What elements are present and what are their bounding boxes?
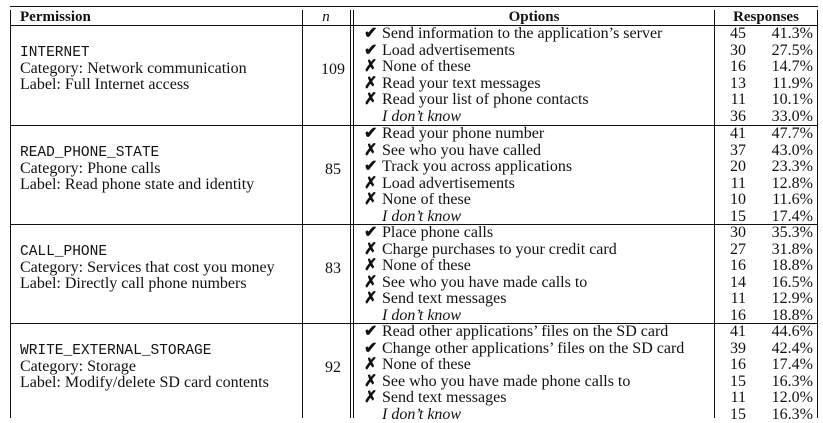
option-text: See who you have made phone calls to (382, 373, 630, 390)
cross-mark-icon: ✗ (364, 176, 382, 193)
response-percent: 16.3% (758, 407, 813, 423)
cross-mark-icon: ✗ (364, 59, 382, 76)
option-text: None of these (382, 191, 471, 208)
option-text: None of these (382, 257, 471, 274)
header-permission: Permission (20, 9, 91, 25)
response-percent: 27.5% (758, 43, 813, 60)
response-percent: 16.3% (758, 374, 813, 391)
option-row (364, 143, 541, 160)
response-count: 16 (724, 357, 746, 374)
check-mark-icon: ✔ (364, 225, 382, 242)
cross-mark-icon: ✗ (364, 357, 382, 374)
response-count: 15 (724, 407, 746, 423)
response-count: 30 (724, 43, 746, 60)
response-count: 14 (724, 275, 746, 292)
option-row (364, 59, 471, 76)
option-text: Charge purchases to your credit card (382, 241, 617, 258)
response-percent: 17.4% (758, 357, 813, 374)
cross-mark-icon: ✗ (364, 390, 382, 407)
response-count: 41 (724, 324, 746, 341)
response-count: 39 (724, 341, 746, 358)
response-count: 45 (724, 26, 746, 43)
check-mark-icon: ✔ (364, 159, 382, 176)
cross-mark-icon: ✗ (364, 76, 382, 93)
permission-code: CALL_PHONE (20, 244, 275, 260)
response-count: 10 (724, 192, 746, 209)
permission-cell (20, 343, 269, 391)
option-row (364, 192, 471, 209)
response-count: 41 (724, 126, 746, 143)
response-percent: 23.3% (758, 159, 813, 176)
option-row (364, 26, 662, 43)
check-mark-icon: ✔ (364, 324, 382, 341)
response-count: 16 (724, 258, 746, 275)
permission-label: Label: Modify/delete SD card contents (20, 375, 269, 391)
n-value: 85 (312, 161, 354, 179)
option-row (364, 407, 461, 423)
option-text: Read your text messages (382, 75, 541, 92)
response-percent: 17.4% (758, 209, 813, 226)
permission-block (2, 25, 818, 125)
permission-label: Label: Read phone state and identity (20, 177, 254, 193)
option-row (364, 291, 506, 308)
response-count: 11 (724, 92, 746, 109)
response-percent: 35.3% (758, 225, 813, 242)
permission-category: Category: Storage (20, 359, 269, 375)
response-percent: 12.0% (758, 390, 813, 407)
option-text: I don’t know (382, 406, 461, 423)
response-percent: 41.3% (758, 26, 813, 43)
option-text: Read other applications’ files on the SD card (382, 323, 668, 340)
option-row (364, 126, 544, 143)
check-mark-icon: ✔ (364, 43, 382, 60)
response-count: 30 (724, 225, 746, 242)
permission-code: READ_PHONE_STATE (20, 145, 254, 161)
check-mark-icon: ✔ (364, 26, 382, 43)
option-row (364, 374, 630, 391)
permission-code: WRITE_EXTERNAL_STORAGE (20, 343, 269, 359)
cross-mark-icon: ✗ (364, 92, 382, 109)
option-text: Send text messages (382, 389, 506, 406)
response-percent: 16.5% (758, 275, 813, 292)
option-text: See who you have called (382, 142, 541, 159)
permission-block (2, 224, 818, 323)
response-percent: 18.8% (758, 308, 813, 325)
cross-mark-icon: ✗ (364, 192, 382, 209)
permission-cell (20, 244, 275, 292)
permission-category: Category: Phone calls (20, 161, 254, 177)
option-row (364, 308, 461, 325)
option-row (364, 242, 617, 259)
header-responses: Responses (715, 9, 817, 25)
header-n: n (302, 9, 350, 25)
option-text: See who you have made calls to (382, 274, 587, 291)
option-text: Track you across applications (382, 158, 572, 175)
response-percent: 33.0% (758, 109, 813, 126)
option-row (364, 109, 461, 126)
response-percent: 44.6% (758, 324, 813, 341)
response-count: 15 (724, 209, 746, 226)
option-text: Read your list of phone contacts (382, 91, 589, 108)
permission-code: INTERNET (20, 45, 247, 61)
response-count: 15 (724, 374, 746, 391)
option-text: Send text messages (382, 290, 506, 307)
cross-mark-icon: ✗ (364, 258, 382, 275)
permissions-table (2, 3, 818, 418)
option-row (364, 275, 587, 292)
option-text: I don’t know (382, 208, 461, 225)
option-text: None of these (382, 356, 471, 373)
option-text: Load advertisements (382, 175, 515, 192)
option-text: Load advertisements (382, 42, 515, 59)
response-percent: 42.4% (758, 341, 813, 358)
cross-mark-icon: ✗ (364, 374, 382, 391)
option-text: Read your phone number (382, 125, 544, 142)
response-percent: 43.0% (758, 143, 813, 160)
table-top-rule (10, 6, 818, 7)
option-text: I don’t know (382, 108, 461, 125)
permission-cell (20, 145, 254, 193)
permission-label: Label: Full Internet access (20, 77, 247, 93)
option-text: Change other applications’ files on the SD card (382, 340, 684, 357)
option-row (364, 341, 684, 358)
option-text: Send information to the application’s server (382, 25, 662, 42)
check-mark-icon: ✔ (364, 126, 382, 143)
permission-label: Label: Directly call phone numbers (20, 276, 275, 292)
response-percent: 31.8% (758, 242, 813, 259)
option-text: Place phone calls (382, 224, 493, 241)
option-text: None of these (382, 58, 471, 75)
option-row (364, 43, 515, 60)
response-count: 11 (724, 291, 746, 308)
n-value: 83 (312, 260, 354, 278)
option-row (364, 225, 493, 242)
response-percent: 47.7% (758, 126, 813, 143)
option-row (364, 390, 506, 407)
cross-mark-icon: ✗ (364, 242, 382, 259)
response-percent: 18.8% (758, 258, 813, 275)
cross-mark-icon: ✗ (364, 143, 382, 160)
check-mark-icon: ✔ (364, 341, 382, 358)
option-row (364, 324, 668, 341)
option-row (364, 357, 471, 374)
permission-block (2, 125, 818, 224)
response-count: 20 (724, 159, 746, 176)
option-row (364, 92, 589, 109)
option-row (364, 176, 515, 193)
response-count: 11 (724, 390, 746, 407)
header-options: Options (354, 9, 714, 25)
option-row (364, 76, 541, 93)
response-count: 37 (724, 143, 746, 160)
permission-block (2, 323, 818, 422)
response-percent: 11.6% (758, 192, 813, 209)
response-percent: 14.7% (758, 59, 813, 76)
permission-category: Category: Services that cost you money (20, 260, 275, 276)
option-row (364, 159, 572, 176)
n-value: 109 (312, 61, 354, 79)
response-count: 16 (724, 59, 746, 76)
option-row (364, 258, 471, 275)
option-row (364, 209, 461, 226)
cross-mark-icon: ✗ (364, 291, 382, 308)
response-count: 27 (724, 242, 746, 259)
response-count: 13 (724, 76, 746, 93)
response-count: 16 (724, 308, 746, 325)
cross-mark-icon: ✗ (364, 275, 382, 292)
option-text: I don’t know (382, 307, 461, 324)
response-count: 11 (724, 176, 746, 193)
response-percent: 10.1% (758, 92, 813, 109)
response-percent: 12.8% (758, 176, 813, 193)
n-value: 92 (312, 359, 354, 377)
response-count: 36 (724, 109, 746, 126)
response-percent: 11.9% (758, 76, 813, 93)
permission-cell (20, 45, 247, 93)
permission-category: Category: Network communication (20, 61, 247, 77)
response-percent: 12.9% (758, 291, 813, 308)
